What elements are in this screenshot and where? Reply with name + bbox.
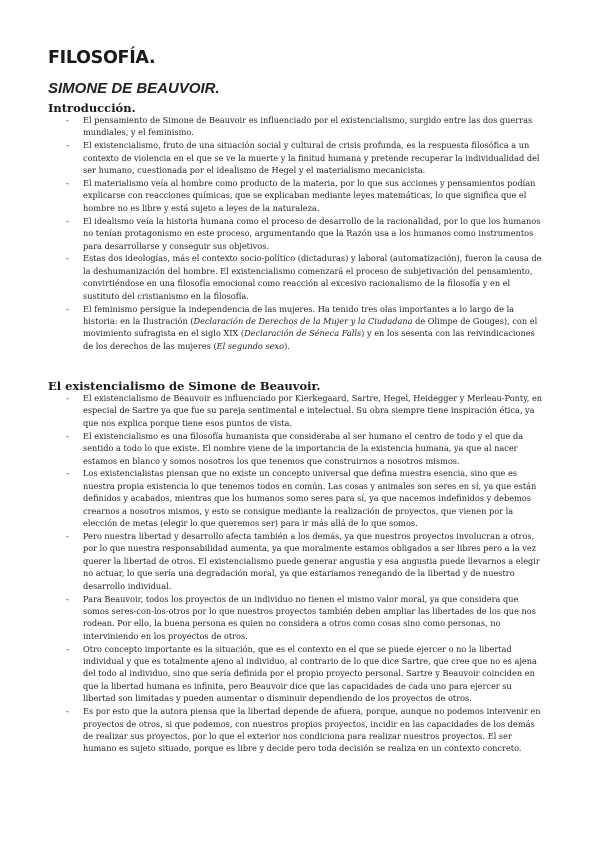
list-item — [66, 430, 546, 467]
list-item-text: El materialismo veía al hombre como producto de la materia, por lo que sus acciones y pensamientos podían explicarse con reacciones químicas, que se explicaban mediante leyes matemáticas, lo que significa que el hombre no es libre y está sujeto a leyes de la naturaleza. — [83, 178, 536, 213]
bullet-dash: - — [66, 593, 69, 604]
list-item-text: El pensamiento de Simone de Beauvoir es influenciado por el existencialismo, surgido entre las dos guerras mundiales, y el feminismo. — [83, 115, 533, 138]
list-item-text: Estas dos ideologías, más el contexto socio-político (dictaduras) y laboral (automatización), fueron la causa de la deshumanización del hombre. El existencialismo comenzará el proceso de subjetivación del pensamiento, convirtiéndose en una filosofía emocional como reacción al excesivo racionalismo de la filosofía y en el sustituto del cristianismo en la filosofía. — [83, 253, 542, 301]
list-item — [66, 177, 546, 214]
existencialismo-bullet-list — [66, 392, 546, 755]
list-item — [66, 530, 546, 592]
list-item-text: El existencialismo es una filosofía humanista que consideraba al ser humano el centro de todo y el que da sentido a todo lo que existe. El nombre viene de la importancia de la existencia humana, ya que al nacer estamos en blanco y somos nosotros los que tenemos que construirnos a nosotros mismos. — [83, 430, 524, 466]
list-item — [66, 643, 546, 705]
list-item-text: Los existencialistas piensan que no existe un concepto universal que defina nuestra esencia, sino que es nuestra propia existencia lo que tenemos todos en común. Las cosas y animales son seres en sí, ya que están definidos y acabados, mientras que los humanos somo seres para sí, ya que nacemos indefinidos y debemos crearnos a nosotros mismos, y esto se consigue mediante la realización de proyectos, que vienen por la elección de metas (elegir lo que queremos ser) para ir más allá de lo que somos. — [83, 468, 537, 529]
bullet-dash: - — [66, 643, 69, 654]
text-fragment: ). — [284, 340, 290, 351]
text-fragment: ) y en los sesenta con las reivindicaciones de los derechos de las mujeres ( — [83, 328, 535, 351]
bullet-dash: - — [66, 178, 69, 189]
list-item-text: Para Beauvoir, todos los proyectos de un individuo no tienen el mismo valor moral, ya que considera que somos seres-con-los-otros por lo que nuestros proyectos también deben ampliar las libertades de los que nos rodean. Por ello, la buena persona es quien no considera a otros como cosas sino como personas, no interviniendo en los proyectos de otros. — [83, 593, 536, 641]
bullet-dash: - — [66, 253, 69, 264]
section-heading-existencialismo: El existencialismo de Simone de Beauvoir. — [48, 379, 321, 393]
list-item-text: Pero nuestra libertad y desarrollo afecta también a los demás, ya que nuestros proyectos involucran a otros, por lo que nuestra responsabilidad aumenta, ya que moralmente estamos obligados a ser libres pero a la vez querer la libertad de otros. El existencialismo puede generar angustia y esa angustia puede llevarnos a elegir no actuar, lo que sería una degradación moral, ya que estaríamos renegando de la libertad y de nuestro desarrollo individual. — [83, 530, 540, 591]
emphasis-text: El segundo sexo — [216, 340, 285, 351]
bullet-dash: - — [66, 115, 69, 125]
list-item — [66, 705, 546, 755]
list-item — [66, 303, 546, 353]
bullet-dash: - — [66, 393, 69, 403]
list-item-text — [83, 304, 537, 351]
text-fragment: de Olimpe de Gouges), con el movimiento sufragista en el siglo XIX ( — [83, 316, 538, 339]
document-subtitle: SIMONE DE BEAUVOIR. — [48, 80, 220, 97]
list-item-text: El existencialismo, fruto de una situación social y cultural de crisis profunda, es la respuesta filosófica a un contexto de violencia en el que se ve la muerte y la finitud humana y pretende recuperar la individualidad del ser humano, cuestionada por el idealismo de Hegel y el materialismo mecanicista. — [83, 140, 540, 176]
bullet-dash: - — [66, 303, 69, 314]
list-item-text: El existencialismo de Beauvoir es influenciado por Kierkegaard, Sartre, Hegel, Heidegger y Merleau-Ponty, en especial de Sartre ya que fue su pareja sentimental e intelectual. Su obra siempre tiene inspiración ética, ya que nos explica porque tiene esos puntos de vista. — [83, 393, 543, 428]
list-item — [66, 114, 546, 139]
list-item — [66, 593, 546, 643]
bullet-dash: - — [66, 430, 69, 441]
list-item — [66, 252, 546, 302]
list-item-text: Otro concepto importante es la situación, que es el contexto en el que se puede ejercer o no la libertad individual y que es totalmente ajeno al individuo, al contrario de lo que dice Sartre, que cree que no es ajena del todo al individuo, sino que sería definida por el propio proyecto personal. Sartre y Beauvoir coinciden en que la libertad humana es infinita, pero Beauvoir dice que las capacidades de cada uno para ejercer su libertad son limitadas y pueden aumentar o disminuir dependiendo de los proyectos de otros. — [83, 643, 537, 704]
list-item-text: El idealismo veía la historia humana como el proceso de desarrollo de la racionalidad, por lo que los humanos no tenían protagonismo en este proceso, argumentando que la Razón usa a los humanos como instrumentos para desarrollarse y conseguir sus objetivos. — [83, 215, 541, 251]
document-title: FILOSOFÍA. — [48, 48, 156, 68]
bullet-dash: - — [66, 140, 69, 151]
bullet-dash: - — [66, 706, 69, 717]
bullet-dash: - — [66, 530, 69, 541]
bullet-dash: - — [66, 215, 69, 226]
introduccion-bullet-list — [66, 114, 546, 353]
list-item — [66, 139, 546, 176]
emphasis-text: Declaración de Derechos de la Mujer y la Ciudadana — [193, 316, 413, 326]
section-heading-introduccion: Introducción. — [48, 101, 136, 115]
list-item-text: Es por esto que la autora piensa que la libertad depende de afuera, porque, aunque no podemos intervenir en proyectos de otros, si que podemos, con nuestros propios proyectos, incidir en las capacidades de los demás de realizar sus proyectos, por lo que el exterior nos condiciona para realizar nuestros proyectos. El ser humano es sujeto situado, porque es libre y decide pero toda decisión se realiza en un contexto concreto. — [83, 706, 541, 754]
list-item — [66, 392, 546, 429]
text-fragment: El feminismo persigue la independencia de las mujeres. Ha tenido tres olas importantes a lo largo de la historia: en la Ilustración ( — [83, 303, 515, 326]
list-item — [66, 467, 546, 529]
bullet-dash: - — [66, 468, 69, 479]
list-item — [66, 215, 546, 252]
emphasis-text: Declaración de Séneca Falls — [244, 328, 362, 339]
